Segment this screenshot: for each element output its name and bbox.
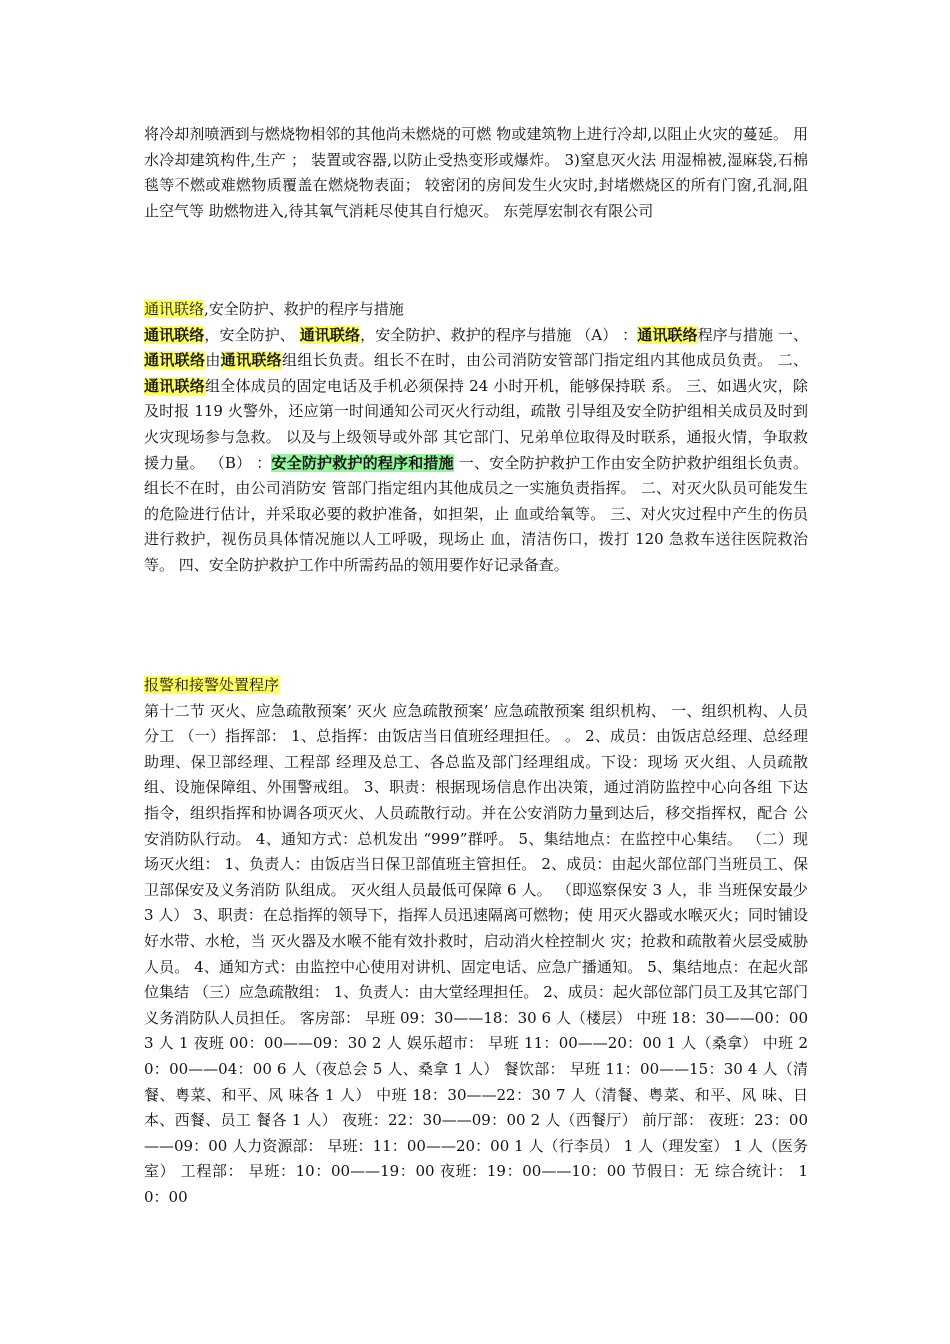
keyword-highlight: 通讯联络: [144, 376, 205, 395]
paragraph-text: 一、安全防护救护工作由安全防护救护组组长负责。组长不在时，由公司消防安 管部门指定组内其他成员之一实施负责指挥。 二、对灭火队员可能发生的危险进行估计，并采取必要的救护准备，如担架，止 血或给氧等。 三、对火灾过程中产生的伤员进行救护，视伤员具体情况施以人工呼吸，现场止 血，清洁伤口，拨打 120 急救车送往医院救治等。 四、安全防护救护工作中所需药品的领用要作好记录备查。: [144, 453, 808, 574]
communication-heading: [144, 297, 808, 323]
heading-highlight: 报警和接警处置程序: [144, 676, 280, 694]
keyword-highlight-green: 安全防护救护的程序和措施: [271, 453, 454, 472]
fire-paragraph-text: 将冷却剂喷洒到与燃烧物相邻的其他尚未燃烧的可燃 物或建筑物上进行冷却,以阻止火灾的蔓延。 用水冷却建筑构件,生产 ； 装置或容器,以防止受热变形或爆炸。 3)窒息灭火法 用湿棉被,湿麻袋,石棉毯等不燃或难燃物质覆盖在燃烧物表面； 较密闭的房间发生火灾时,封堵燃烧区的所有门窗,孔洞,阻止空气等 助燃物进入,待其氧气消耗尽使其自行熄灭。 东莞厚宏制衣有限公司: [144, 125, 808, 220]
alarm-section: [144, 673, 808, 1210]
keyword-highlight: 通讯联络: [637, 325, 698, 344]
alarm-heading: [144, 673, 808, 699]
alarm-paragraph: 第十二节 灭火、应急疏散预案’ 灭火 应急疏散预案’ 应急疏散预案 组织机构、 一、组织机构、人员分工 （一）指挥部： 1、总指挥：由饭店当日值班经理担任。 。 2、成员：由饭店总经理、总经理助理、保卫部经理、工程部 经理及总工、各总监及部门经理组成。下设：现场 灭火组、人员疏散组、设施保障组、外围警戒组。 3、职责：根据现场信息作出决策，通过消防监控中心向各组 下达指令，组织指挥和协调各项灭火、人员疏散行动。并在公安消防力量到达后，移交指挥权，配合 公安消防队行动。 4、通知方式：总机发出 “999”群呼。 5、集结地点：在监控中心集结。 （二）现场灭火组： 1、负责人：由饭店当日保卫部值班主管担任。 2、成员：由起火部位部门当班员工、保卫部保安及义务消防 队组成。 灭火组人员最低可保障 6 人。 （即巡察保安 3 人，非 当班保安最少 3 人） 3、职责：在总指挥的领导下，指挥人员迅速隔离可燃物；使 用灭火器或水喉灭火；同时铺设好水带、水枪，当 灭火器及水喉不能有效扑救时，启动消火栓控制火 灾；抢救和疏散着火层受威胁人员。 4、通知方式：由监控中心使用对讲机、固定电话、应急广播通知。 5、集结地点：在起火部位集结 （三）应急疏散组： 1、负责人：由大堂经理担任。 2、成员：起火部位部门员工及其它部门义务消防队人员担任。 客房部： 早班 09：30——18：30 6 人（楼层） 中班 18：30——00：00 3 人 1 夜班 00：00——09：30 2 人 娱乐超市： 早班 11：00——20：00 1 人（桑拿） 中班 20：00——04：00 6 人（夜总会 5 人、桑拿 1 人） 餐饮部： 早班 11：00——15：30 4 人（清餐、粤菜、和平、风 味各 1 人） 中班 18：30——22：30 7 人（清餐、粤菜、和平、风 味、日本、西餐、员工 餐各 1 人） 夜班：22：30——09：00 2 人（西餐厅） 前厅部： 夜班：23：00——09：00 人力资源部： 早班：11：00——20：00 1 人（行李员） 1 人（理发室） 1 人（医务室） 工程部： 早班：10：00——19：00 夜班：19：00——10：00 节假日：无 综合统计： 10：00: [144, 701, 808, 1206]
paragraph-text: 组组长负责。组长不在时，由公司消防安管部门指定组内其他成员负责。 二、: [282, 351, 808, 370]
paragraph-text: ，安全防护、救护的程序与措施 （A） ：: [360, 325, 638, 344]
heading-highlight: 通讯联络: [144, 300, 205, 318]
paragraph-text: 由: [205, 351, 221, 370]
paragraph-text: ，安全防护、: [204, 325, 300, 344]
keyword-highlight: 通讯联络: [299, 325, 361, 344]
paragraph-text: 程序与措施 一、: [697, 325, 808, 344]
keyword-highlight: 通讯联络: [144, 351, 206, 370]
communication-section: [144, 297, 808, 579]
keyword-highlight: 通讯联络: [220, 351, 282, 370]
keyword-highlight: 通讯联络: [144, 325, 205, 344]
paragraph-text: 组全体成员的固定电话及手机必须保持 24 小时开机，能够保持联 系。 三、如遇火灾，除及时报 119 火警外，还应第一时间通知公司灭火行动组，疏散 引导组及安全防护组相关成员及时到火灾现场参与急救。 以及与上级领导或外部 其它部门、兄弟单位取得及时联系，通报火情，争取救援力量。 （B） ：: [144, 376, 808, 472]
fire-extinguishing-paragraph: [144, 122, 808, 224]
communication-paragraph: [144, 323, 808, 579]
heading-rest: ,安全防护、救护的程序与措施: [204, 300, 404, 318]
